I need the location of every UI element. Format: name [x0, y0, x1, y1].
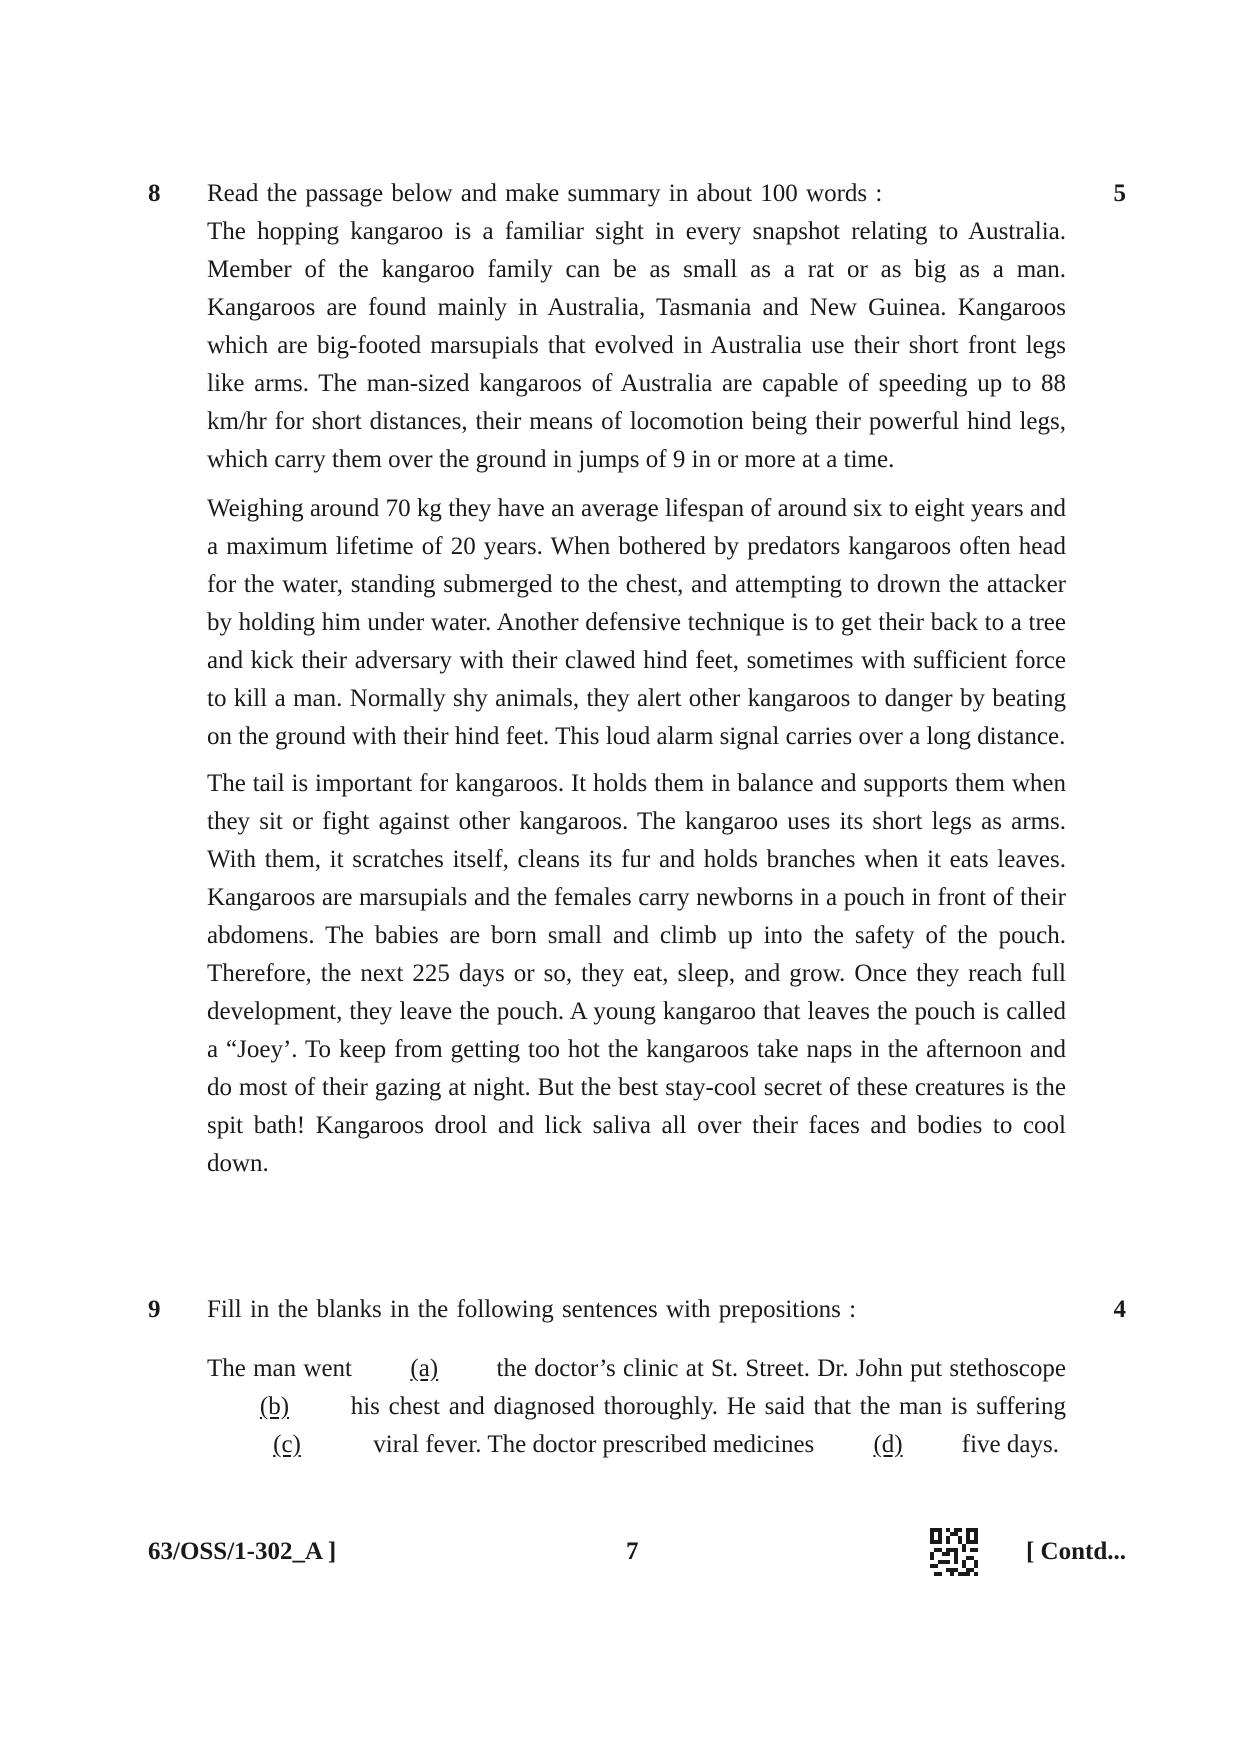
passage-paragraph-2: Weighing around 70 kg they have an average lifespan of around six to eight years and a maximum lifetime of 20 years. When bothered by predators kangaroos often head for the water, standing submerged to the chest, and attempting to drown the attacker by holding him under water. Another defensive technique is to get their back to a tree and kick their adversary with their clawed hind feet, sometimes with sufficient force to kill a man. Normally shy animals, they alert other kangaroos to danger by beating on the ground with their hind feet. This loud alarm signal carries over a long distance.	[207, 495, 1066, 750]
page-footer	[148, 1538, 1126, 1578]
sentence-segment: viral fever. The doctor prescribed medicines	[367, 1431, 821, 1458]
question-marks: 5	[1113, 180, 1126, 207]
sentence-segment: The man went	[207, 1355, 360, 1382]
page-number: 7	[626, 1538, 639, 1565]
blank-a: (a)	[410, 1355, 439, 1382]
blank-b: (b)	[259, 1393, 290, 1420]
continued-label: [ Contd...	[1025, 1538, 1126, 1565]
blank-c: (c)	[273, 1431, 301, 1458]
fill-in-blanks-paragraph	[207, 1350, 1066, 1464]
question-instruction: Read the passage below and make summary in about 100 words :	[207, 180, 883, 207]
blank-d: (d)	[873, 1431, 903, 1458]
question-instruction: Fill in the blanks in the following sentences with prepositions :	[207, 1296, 857, 1323]
paper-code: 63/OSS/1-302_A ]	[148, 1538, 337, 1565]
passage-paragraph-3: The tail is important for kangaroos. It holds them in balance and supports them when they sit or fight against other kangaroos. The kangaroo uses its short legs as arms. With them, it scratches itself, cleans its fur and holds branches when it eats leaves. Kangaroos are marsupials and the females carry newborns in a pouch in front of their abdomens. The babies are born small and climb up into the safety of the pouch. Therefore, the next 225 days or so, they eat, sleep, and grow. Once they reach full development, they leave the pouch. A young kangaroo that leaves the pouch is called a “Joey’. To keep from getting too hot the kangaroos take naps in the afternoon and do most of their gazing at night. But the best stay-cool secret of these creatures is the spit bath! Kangaroos drool and lick saliva all over their faces and bodies to cool down.	[207, 770, 1066, 1177]
passage-paragraph-1: The hopping kangaroo is a familiar sight in every snapshot relating to Australia. Member of the kangaroo family can be as small as a rat or as big as a man. Kangaroos are found mainly in Australia, Tasmania and New Guinea. Kangaroos which are big-footed marsupials that evolved in Australia use their short front legs like arms. The man-sized kangaroos of Australia are capable of speeding up to 88 km/hr for short distances, their means of locomotion being their powerful hind legs, which carry them over the ground in jumps of 9 in or more at a time.	[207, 218, 1066, 473]
question-number: 8	[148, 180, 161, 207]
sentence-segment: his chest and diagnosed thoroughly. He said that the man is suffering	[342, 1393, 1066, 1420]
sentence-segment: five days.	[955, 1431, 1059, 1458]
sentence-segment: the doctor’s clinic at St. Street. Dr. John put stethoscope	[489, 1355, 1066, 1382]
qr-code-icon	[930, 1528, 978, 1576]
question-marks: 4	[1113, 1296, 1126, 1323]
question-number: 9	[148, 1296, 161, 1323]
